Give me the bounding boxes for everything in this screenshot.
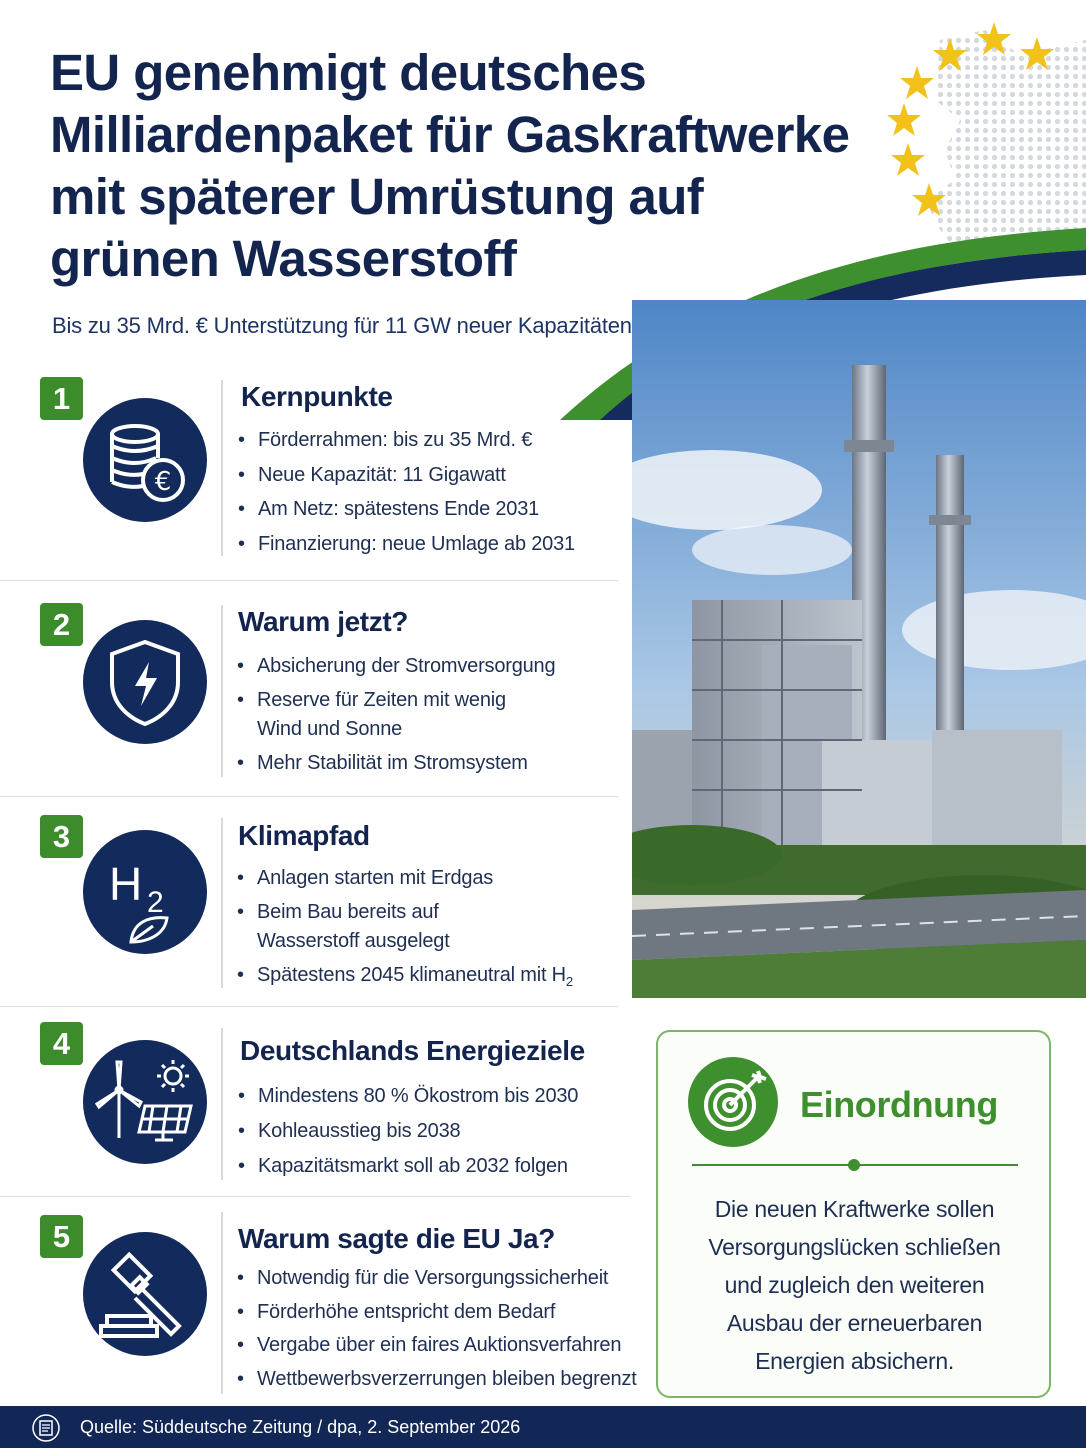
section-divider [0,796,618,797]
bullet-list [238,429,575,567]
einordnung-title: Einordnung [800,1084,998,1125]
bullet-item: • Kapazitätsmarkt soll ab 2032 folgen [238,1155,578,1190]
section-title: Deutschlands Energieziele [240,1035,585,1066]
section-divider [0,580,618,581]
bullet-item: • Finanzierung: neue Umlage ab 2031 [238,533,575,568]
bullet-item: • Reserve für Zeiten mit wenig [237,689,555,718]
svg-text:€: € [154,467,172,497]
section-title: Warum jetzt? [238,606,408,637]
section-title: Warum sagte die EU Ja? [238,1223,555,1254]
bullet-item-continuation: Wind und Sonne [257,718,403,740]
bullet-item: • Neue Kapazität: 11 Gigawatt [238,464,575,499]
section-vertical-rule [221,380,223,556]
section-title: Klimapfad [238,820,370,851]
section-title: Kernpunkte [241,381,393,412]
bullet-item: • Anlagen starten mit Erdgas [237,867,573,901]
bullet-item: • Vergabe über ein faires Auktionsverfahren [237,1334,637,1368]
bullet-text: Spätestens 2045 klimaneutral mit H [257,964,566,986]
text-line: Energien absichern. [755,1348,954,1374]
title-line: EU genehmigt deutsches [50,44,647,101]
section-number-badge: 5 [40,1215,83,1258]
title-line: grünen Wasserstoff [50,230,517,287]
title-line: mit späterer Umrüstung auf [50,168,704,225]
target-arrow-icon [688,1057,778,1147]
box-divider-dot [848,1159,860,1171]
bullet-item: • Mindestens 80 % Ökostrom bis 2030 [238,1085,578,1120]
bullet-item-continuation: Wasserstoff ausgelegt [257,930,450,952]
europe-map-icon [925,30,1086,262]
newspaper-icon [32,1414,60,1442]
section-number-badge: 4 [40,1022,83,1065]
hydrogen-subscript: 2 [147,886,164,919]
section-vertical-rule [221,818,223,988]
bullet-item: • Mehr Stabilität im Stromsystem [237,752,555,786]
bullet-item: • Förderhöhe entspricht dem Bedarf [237,1301,637,1335]
bullet-list [237,867,573,998]
section-divider [0,1196,630,1197]
section-vertical-rule [221,1028,223,1180]
text-line: Versorgungslücken schließen [708,1234,1001,1260]
text-line: Die neuen Kraftwerke sollen [714,1196,995,1222]
einordnung-box [656,1030,1051,1398]
bullet-item [237,964,573,998]
hydrogen-symbol: H [109,858,143,910]
bullet-list [238,1085,578,1190]
title-line: Milliardenpaket für Gaskraftwerke [50,106,850,163]
bullet-item: • Wettbewerbsverzerrungen bleiben begrenzt [237,1368,637,1402]
bullet-list [237,655,555,786]
section-number-badge: 1 [40,377,83,420]
bullet-item: • Absicherung der Stromversorgung [237,655,555,689]
bullet-list [237,1267,637,1401]
bullet-item: • Am Netz: spätestens Ende 2031 [238,498,575,533]
footer-source-bar [0,1406,1086,1448]
bullet-item: • Kohleausstieg bis 2038 [238,1120,578,1155]
source-text: Quelle: Süddeutsche Zeitung / dpa, 2. September 2026 [80,1417,521,1437]
text-line: und zugleich den weiteren [724,1272,985,1298]
section-vertical-rule [221,605,223,777]
coins-euro-icon [83,398,207,522]
bullet-item: • Förderrahmen: bis zu 35 Mrd. € [238,429,575,464]
wind-solar-icon [83,1040,207,1164]
section-divider [0,1006,618,1007]
bullet-subscript: 2 [565,974,573,989]
text-line: Ausbau der erneuerbaren [726,1310,983,1336]
gas-power-plant-image [632,300,1086,998]
hydrogen-leaf-icon [83,830,207,954]
bullet-item: • Notwendig für die Versorgungssicherheit [237,1267,637,1301]
einordnung-text [682,1190,1027,1380]
gavel-icon [83,1232,207,1356]
section-vertical-rule [221,1212,223,1394]
bullet-item: • Beim Bau bereits auf [237,901,573,930]
page-subtitle: Bis zu 35 Mrd. € Unterstützung für 11 GW neuer Kapazitäten [52,313,632,338]
page-title [50,42,870,290]
section-number-badge: 3 [40,815,83,858]
shield-lightning-icon [83,620,207,744]
section-number-badge: 2 [40,603,83,646]
